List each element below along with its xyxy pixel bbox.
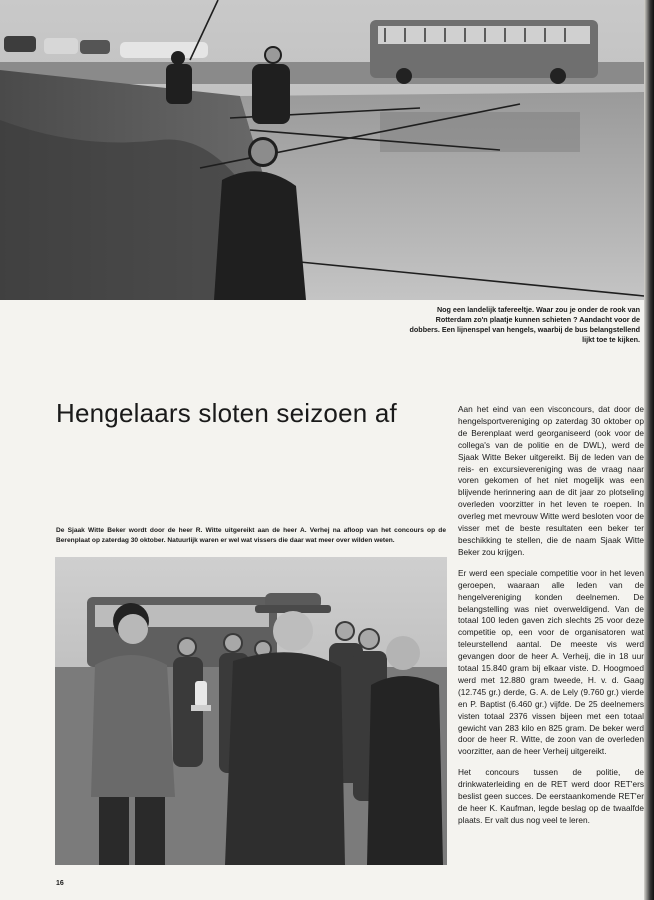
page-headline: Hengelaars sloten seizoen af	[56, 398, 397, 428]
article-body	[458, 404, 644, 836]
trophy-handover-illustration	[55, 557, 447, 865]
bottom-photo-caption: De Sjaak Witte Beker wordt door de heer R. Witte uitgereikt aan de heer A. Verhej na afloop van het concours op de Berenplaat op zaterdag 30 oktober. Natuurlijk waren er wel wat vissers die daar wat meer over wilden weten.	[56, 527, 446, 544]
page-number: 16	[56, 880, 64, 887]
article-paragraph: Er werd een speciale competitie voor in het leven geroepen, waaraan alle leden van de hengelvereniging konden deelnemen. De belangstelling was niet overweldigend. Van de totaal 100 leden gaven zich slechts 25 voor deze competitie op, een voor de organisatoren wat teleurstellend aantal. De meeste vis werd gevangen door de heer A. Verheij, die in 18 uur totaal 15.840 gram bij elkaar viste. D. Hoogmoed werd met 12.880 gram tweede, H. v. d. Gaag (12.745 gr.) derde, G. A. de Lely (9.760 gr.) vierde en P. Baptist (6.460 gr.) vijfde. De 25 deelnemers visten totaal 2376 vissen bijeen met een totaal gewicht van 283 kilo en 825 gram. De beker werd door de heer R. Witte, de zoon van de overleden voorzitter, aan de heer Verheij uitgereikt.	[458, 567, 644, 757]
article-paragraph: Aan het eind van een visconcours, dat door de hengelsportvereniging op zaterdag 30 oktober op de Berenplaat werd georganiseerd (ook voor de collega's van de politie en de DWL), werd de Sjaak Witte Beker uitgereikt. Bij de leden van de reis- en excursievereniging was de vraag naar voren gekomen of het niet mogelijk was een blijvende herinnering aan de dit jaar zo plotseling overleden voorzitter in het leven te roepen. In overleg met mevrouw Witte werd besloten voor de visser met de beste resultaten een beker ter beschikking te stellen, die de naam Sjaak Witte Beker zou krijgen.	[458, 404, 644, 557]
anglers-canal-illustration	[0, 0, 644, 300]
top-photo-caption: Nog een landelijk tafereeltje. Waar zou je onder de rook van Rotterdam zo'n plaatje kunnen schieten ? Aandacht voor de dobbers. Een lijnenspel van hengels, waarbij de bus belangstellend lijkt toe te kijken.	[409, 305, 640, 344]
bottom-photo	[55, 557, 447, 865]
page-edge	[644, 0, 654, 900]
article-paragraph: Het concours tussen de politie, de drinkwaterleiding en de RET werd door RET'ers beslist geen succes. De eerstaankomende RET'er de heer K. Kaufman, legde beslag op de twaalfde plaats. Er valt dus nog veel te leren.	[458, 767, 644, 825]
top-photo	[0, 0, 644, 300]
